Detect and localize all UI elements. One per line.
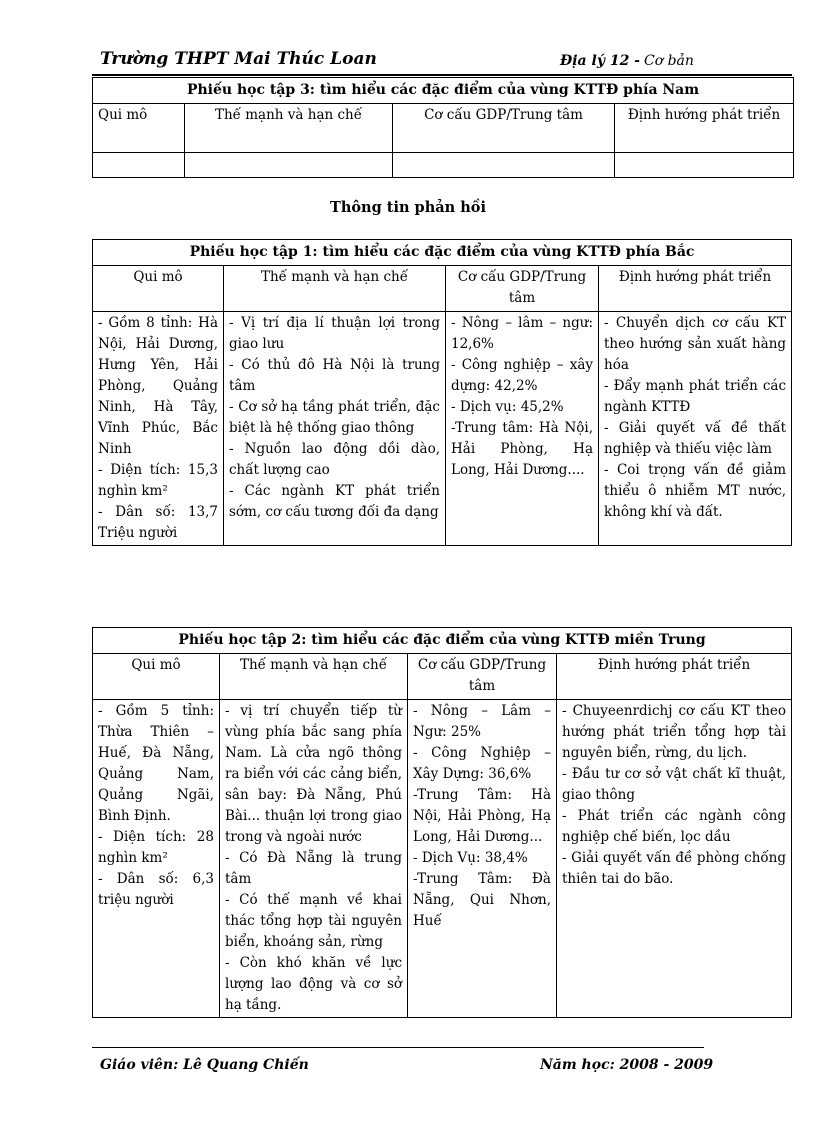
table-header-row <box>93 654 792 700</box>
header-scale: Qui mô <box>93 104 185 153</box>
list-item: - Các ngành KT phát triển sớm, cơ cấu tương đối đa dạng <box>229 483 440 520</box>
list-item: - Còn khó khăn về lực lượng lao động và cơ sở hạ tầng. <box>225 955 402 1013</box>
strengths-cell <box>220 700 408 1018</box>
table-header-row <box>93 104 794 153</box>
list-item: - Cơ sở hạ tầng phát triển, đặc biệt là hệ thống giao thông <box>229 399 440 436</box>
header-gdp: Cơ cấu GDP/Trung tâm <box>408 654 557 700</box>
list-item: - Dân số: 6,3 triệu người <box>98 871 214 908</box>
subject-label <box>560 53 694 69</box>
list-item: - Công Nghiệp – Xây Dựng: 36,6% <box>413 745 551 782</box>
list-item: - Nguồn lao động dồi dào, chất lượng cao <box>229 441 440 478</box>
list-item: - Chuyeenrdichj cơ cấu KT theo hướng phát triển tổng hợp tài nguyên biển, rừng, du lịch. <box>562 703 787 761</box>
subject-name: Địa lý 12 - <box>560 53 640 69</box>
list-item: - Công nghiệp – xây dựng: 42,2% <box>451 357 593 394</box>
list-item: - Đầu tư cơ sở vật chất kĩ thuật, giao thông <box>562 766 787 803</box>
list-item: - Dịch Vụ: 38,4% <box>413 850 528 866</box>
header-gdp: Cơ cấu GDP/Trung tâm <box>393 104 615 153</box>
list-item: - Vị trí địa lí thuận lợi trong giao lưu <box>229 315 440 352</box>
list-item: - Nông – Lâm – Ngư: 25% <box>413 703 551 740</box>
worksheet-2-table <box>92 627 792 1018</box>
scale-cell <box>93 700 220 1018</box>
footer-rule <box>92 1047 704 1048</box>
worksheet-1-table <box>92 239 792 546</box>
list-item: - Dân số: 13,7 Triệu người <box>98 504 218 541</box>
header-rule <box>92 74 792 76</box>
header-strengths: Thế mạnh và hạn chế <box>224 266 446 312</box>
table-title-row <box>93 78 794 104</box>
list-item: - Gồm 5 tỉnh: Thừa Thiên – Huế, Đà Nẵng, Quảng Nam, Quảng Ngãi, Bình Định. <box>98 703 214 824</box>
school-year: Năm học: 2008 - 2009 <box>540 1057 714 1073</box>
strengths-cell <box>224 312 446 546</box>
table-row <box>93 153 794 178</box>
list-item: -Trung tâm: Hà Nội, Hải Phòng, Hạ Long, Hải Dương.... <box>451 420 593 478</box>
list-item: - Nông – lâm – ngư: 12,6% <box>451 315 593 352</box>
list-item: - Giải quyết vấn đề phòng chống thiên tai do bão. <box>562 850 787 887</box>
list-item: - Dịch vụ: 45,2% <box>451 399 564 415</box>
header-strengths: Thế mạnh và hạn chế <box>185 104 393 153</box>
worksheet-1-title: Phiếu học tập 1: tìm hiểu các đặc điểm của vùng KTTĐ phía Bắc <box>93 240 792 266</box>
gdp-cell <box>446 312 599 546</box>
list-item: - Coi trọng vấn đề giảm thiểu ô nhiễm MT nước, không khí và đất. <box>604 462 787 520</box>
table-header-row <box>93 266 792 312</box>
table-title-row <box>93 240 792 266</box>
direction-cell <box>557 700 792 1018</box>
list-item: - Gồm 8 tỉnh: Hà Nội, Hải Dương, Hưng Yên, Hải Phòng, Quảng Ninh, Hà Tây, Vĩnh Phúc, Bắc Ninh <box>98 315 218 457</box>
direction-cell <box>599 312 792 546</box>
scale-cell <box>93 312 224 546</box>
worksheet-2-title: Phiếu học tập 2: tìm hiểu các đặc điểm của vùng KTTĐ miền Trung <box>93 628 792 654</box>
list-item: - Đẩy mạnh phát triển các ngành KTTĐ <box>604 378 787 415</box>
list-item: - Diện tích: 15,3 nghìn km² <box>98 462 218 499</box>
gdp-cell <box>408 700 557 1018</box>
table-title-row <box>93 628 792 654</box>
header-gdp: Cơ cấu GDP/Trung tâm <box>446 266 599 312</box>
list-item: - Chuyển dịch cơ cấu KT theo hướng sản xuất hàng hóa <box>604 315 787 373</box>
school-name: Trường THPT Mai Thúc Loan <box>100 49 377 69</box>
list-item: - Giải quyết vấ đề thất nghiệp và thiếu việc làm <box>604 420 787 457</box>
list-item: - Phát triển các ngành công nghiệp chế biến, lọc dầu <box>562 808 787 845</box>
list-item: -Trung Tâm: Hà Nội, Hải Phòng, Hạ Long, Hải Dương... <box>413 787 551 845</box>
list-item: - Có thủ đô Hà Nội là trung tâm <box>229 357 440 394</box>
list-item: - Có Đà Nẵng là trung tâm <box>225 850 402 887</box>
header-direction: Định hướng phát triển <box>557 654 792 700</box>
header-scale: Qui mô <box>93 654 220 700</box>
teacher-name: Giáo viên: Lê Quang Chiến <box>100 1057 309 1073</box>
header-direction: Định hướng phát triển <box>599 266 792 312</box>
feedback-title: Thông tin phản hồi <box>330 199 486 216</box>
list-item: - Có thế mạnh về khai thác tổng hợp tài nguyên biển, khoáng sản, rừng <box>225 892 402 950</box>
worksheet-3-table <box>92 77 794 178</box>
list-item: -Trung Tâm: Đà Nẵng, Qui Nhơn, Huế <box>413 871 551 929</box>
header-scale: Qui mô <box>93 266 224 312</box>
table-row <box>93 312 792 546</box>
table-row <box>93 700 792 1018</box>
list-item: - Diện tích: 28 nghìn km² <box>98 829 214 866</box>
header-direction: Định hướng phát triển <box>615 104 794 153</box>
subject-level: Cơ bản <box>644 53 694 69</box>
header-strengths: Thế mạnh và hạn chế <box>220 654 408 700</box>
list-item: - vị trí chuyển tiếp từ vùng phía bắc sang phía Nam. Là cửa ngõ thông ra biển với các cảng biển, sân bay: Đà Nẵng, Phú Bài... thuận lợi trong giao trong và ngoài nước <box>225 703 402 845</box>
worksheet-3-title: Phiếu học tập 3: tìm hiểu các đặc điểm của vùng KTTĐ phía Nam <box>93 78 794 104</box>
